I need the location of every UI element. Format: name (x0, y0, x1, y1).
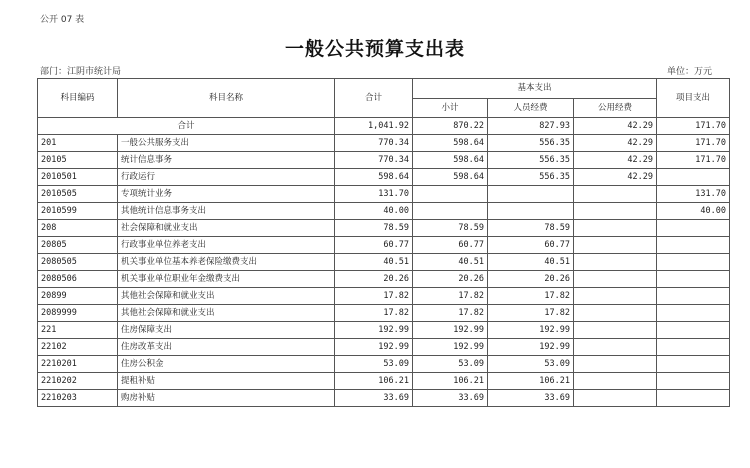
cell-personnel: 556.35 (488, 169, 574, 186)
cell-public (574, 220, 657, 237)
cell-project (657, 322, 730, 339)
header-public: 公用经费 (574, 98, 657, 118)
expenditure-table (37, 78, 730, 407)
cell-name: 住房公积金 (118, 356, 335, 373)
cell-project (657, 271, 730, 288)
cell-project (657, 356, 730, 373)
cell-name: 住房改革支出 (118, 339, 335, 356)
cell-public (574, 237, 657, 254)
table-row (38, 373, 730, 390)
cell-code: 2210201 (38, 356, 118, 373)
header-subtotal: 小计 (413, 98, 488, 118)
cell-code: 2010599 (38, 203, 118, 220)
table-row (38, 135, 730, 152)
cell-code: 2080506 (38, 271, 118, 288)
header-basic: 基本支出 (413, 79, 657, 99)
cell-total: 60.77 (335, 237, 413, 254)
cell-project: 171.70 (657, 152, 730, 169)
cell-personnel: 53.09 (488, 356, 574, 373)
cell-subtotal: 20.26 (413, 271, 488, 288)
table-row (38, 152, 730, 169)
table-row (38, 169, 730, 186)
cell-code: 208 (38, 220, 118, 237)
table-row (38, 305, 730, 322)
header-code: 科目编码 (38, 79, 118, 118)
cell-name: 统计信息事务 (118, 152, 335, 169)
cell-personnel: 33.69 (488, 390, 574, 407)
page-title: 一般公共预算支出表 (284, 38, 465, 60)
header-personnel: 人员经费 (488, 98, 574, 118)
header-total: 合计 (335, 79, 413, 118)
cell-personnel: 78.59 (488, 220, 574, 237)
cell-public (574, 339, 657, 356)
cell-personnel: 556.35 (488, 135, 574, 152)
cell-subtotal (413, 186, 488, 203)
cell-public: 42.29 (574, 152, 657, 169)
header-project: 项目支出 (657, 79, 730, 118)
cell-project (657, 373, 730, 390)
cell-code: 20105 (38, 152, 118, 169)
cell-public (574, 271, 657, 288)
total-row-total: 1,041.92 (335, 118, 413, 135)
total-row (38, 118, 730, 135)
table-row (38, 339, 730, 356)
cell-public (574, 305, 657, 322)
cell-total: 770.34 (335, 135, 413, 152)
cell-public (574, 356, 657, 373)
cell-code: 221 (38, 322, 118, 339)
cell-project (657, 254, 730, 271)
cell-project (657, 237, 730, 254)
cell-subtotal: 106.21 (413, 373, 488, 390)
cell-total: 40.00 (335, 203, 413, 220)
total-row-project: 171.70 (657, 118, 730, 135)
cell-name: 一般公共服务支出 (118, 135, 335, 152)
cell-project (657, 305, 730, 322)
cell-code: 22102 (38, 339, 118, 356)
cell-total: 106.21 (335, 373, 413, 390)
cell-name: 行政事业单位养老支出 (118, 237, 335, 254)
cell-total: 78.59 (335, 220, 413, 237)
cell-subtotal: 33.69 (413, 390, 488, 407)
cell-public (574, 390, 657, 407)
total-row-subtotal: 870.22 (413, 118, 488, 135)
unit-label: 单位：万元 (666, 67, 712, 77)
cell-personnel: 40.51 (488, 254, 574, 271)
cell-code: 2210202 (38, 373, 118, 390)
cell-code: 2210203 (38, 390, 118, 407)
cell-code: 20899 (38, 288, 118, 305)
cell-subtotal: 598.64 (413, 135, 488, 152)
cell-subtotal: 192.99 (413, 322, 488, 339)
header-name: 科目名称 (118, 79, 335, 118)
cell-code: 2089999 (38, 305, 118, 322)
cell-total: 770.34 (335, 152, 413, 169)
cell-subtotal: 40.51 (413, 254, 488, 271)
cell-name: 提租补贴 (118, 373, 335, 390)
cell-project: 40.00 (657, 203, 730, 220)
cell-public (574, 373, 657, 390)
cell-name: 机关事业单位基本养老保险缴费支出 (118, 254, 335, 271)
total-row-public: 42.29 (574, 118, 657, 135)
cell-name: 社会保障和就业支出 (118, 220, 335, 237)
cell-project: 171.70 (657, 135, 730, 152)
cell-name: 行政运行 (118, 169, 335, 186)
cell-code: 2010505 (38, 186, 118, 203)
cell-project: 131.70 (657, 186, 730, 203)
table-row (38, 356, 730, 373)
cell-subtotal: 53.09 (413, 356, 488, 373)
cell-total: 192.99 (335, 322, 413, 339)
table-row (38, 237, 730, 254)
cell-personnel (488, 203, 574, 220)
cell-name: 专项统计业务 (118, 186, 335, 203)
cell-name: 购房补贴 (118, 390, 335, 407)
table-row (38, 203, 730, 220)
cell-project (657, 169, 730, 186)
cell-subtotal: 60.77 (413, 237, 488, 254)
cell-subtotal: 598.64 (413, 169, 488, 186)
cell-name: 其他社会保障和就业支出 (118, 288, 335, 305)
table-row (38, 220, 730, 237)
cell-total: 598.64 (335, 169, 413, 186)
cell-subtotal: 78.59 (413, 220, 488, 237)
cell-total: 17.82 (335, 288, 413, 305)
cell-name: 其他统计信息事务支出 (118, 203, 335, 220)
cell-personnel: 17.82 (488, 288, 574, 305)
total-row-personnel: 827.93 (488, 118, 574, 135)
cell-public: 42.29 (574, 169, 657, 186)
department-label: 部门：江阴市统计局 (40, 67, 122, 77)
cell-personnel: 192.99 (488, 339, 574, 356)
cell-subtotal: 17.82 (413, 305, 488, 322)
cell-public (574, 254, 657, 271)
cell-personnel: 556.35 (488, 152, 574, 169)
table-row (38, 390, 730, 407)
cell-code: 20805 (38, 237, 118, 254)
cell-name: 住房保障支出 (118, 322, 335, 339)
cell-personnel: 192.99 (488, 322, 574, 339)
cell-project (657, 339, 730, 356)
cell-public (574, 186, 657, 203)
cell-subtotal (413, 203, 488, 220)
cell-total: 192.99 (335, 339, 413, 356)
cell-total: 40.51 (335, 254, 413, 271)
table-row (38, 254, 730, 271)
cell-code: 2010501 (38, 169, 118, 186)
cell-public (574, 288, 657, 305)
cell-personnel: 60.77 (488, 237, 574, 254)
cell-personnel: 17.82 (488, 305, 574, 322)
cell-name: 机关事业单位职业年金缴费支出 (118, 271, 335, 288)
cell-project (657, 288, 730, 305)
table-row (38, 322, 730, 339)
table-row (38, 288, 730, 305)
cell-subtotal: 192.99 (413, 339, 488, 356)
table-row (38, 271, 730, 288)
cell-total: 33.69 (335, 390, 413, 407)
cell-personnel: 106.21 (488, 373, 574, 390)
cell-project (657, 220, 730, 237)
cell-total: 131.70 (335, 186, 413, 203)
cell-public: 42.29 (574, 135, 657, 152)
cell-personnel (488, 186, 574, 203)
cell-code: 2080505 (38, 254, 118, 271)
cell-subtotal: 17.82 (413, 288, 488, 305)
cell-public (574, 203, 657, 220)
form-number: 公开 07 表 (40, 15, 85, 25)
cell-subtotal: 598.64 (413, 152, 488, 169)
cell-personnel: 20.26 (488, 271, 574, 288)
cell-total: 53.09 (335, 356, 413, 373)
cell-total: 17.82 (335, 305, 413, 322)
cell-code: 201 (38, 135, 118, 152)
cell-public (574, 322, 657, 339)
table-row (38, 186, 730, 203)
cell-project (657, 390, 730, 407)
total-row-label: 合计 (38, 118, 335, 135)
cell-total: 20.26 (335, 271, 413, 288)
cell-name: 其他社会保障和就业支出 (118, 305, 335, 322)
